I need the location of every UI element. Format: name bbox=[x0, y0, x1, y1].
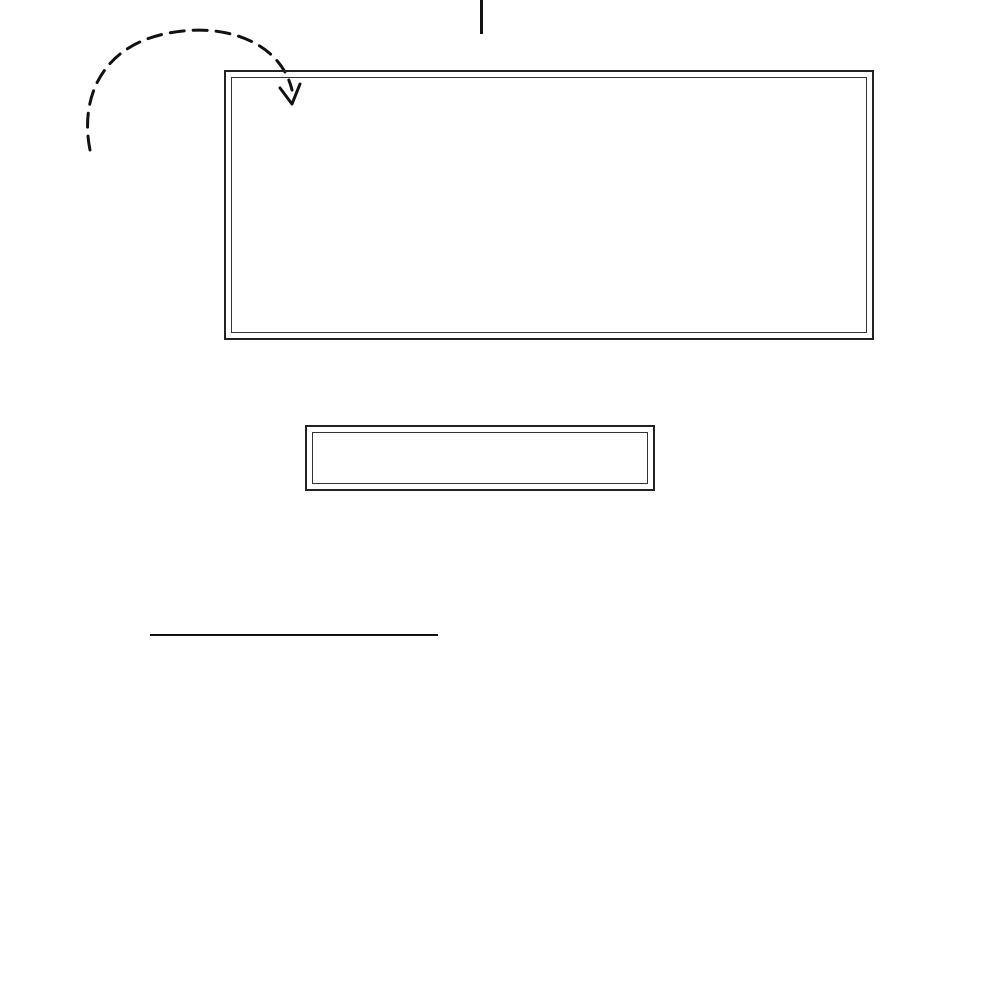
label-box bbox=[305, 425, 655, 491]
needle-setting-diagram bbox=[140, 605, 450, 667]
top-divider-line bbox=[480, 0, 483, 34]
side-copyright-note bbox=[918, 575, 948, 1000]
tip-box bbox=[224, 70, 874, 340]
